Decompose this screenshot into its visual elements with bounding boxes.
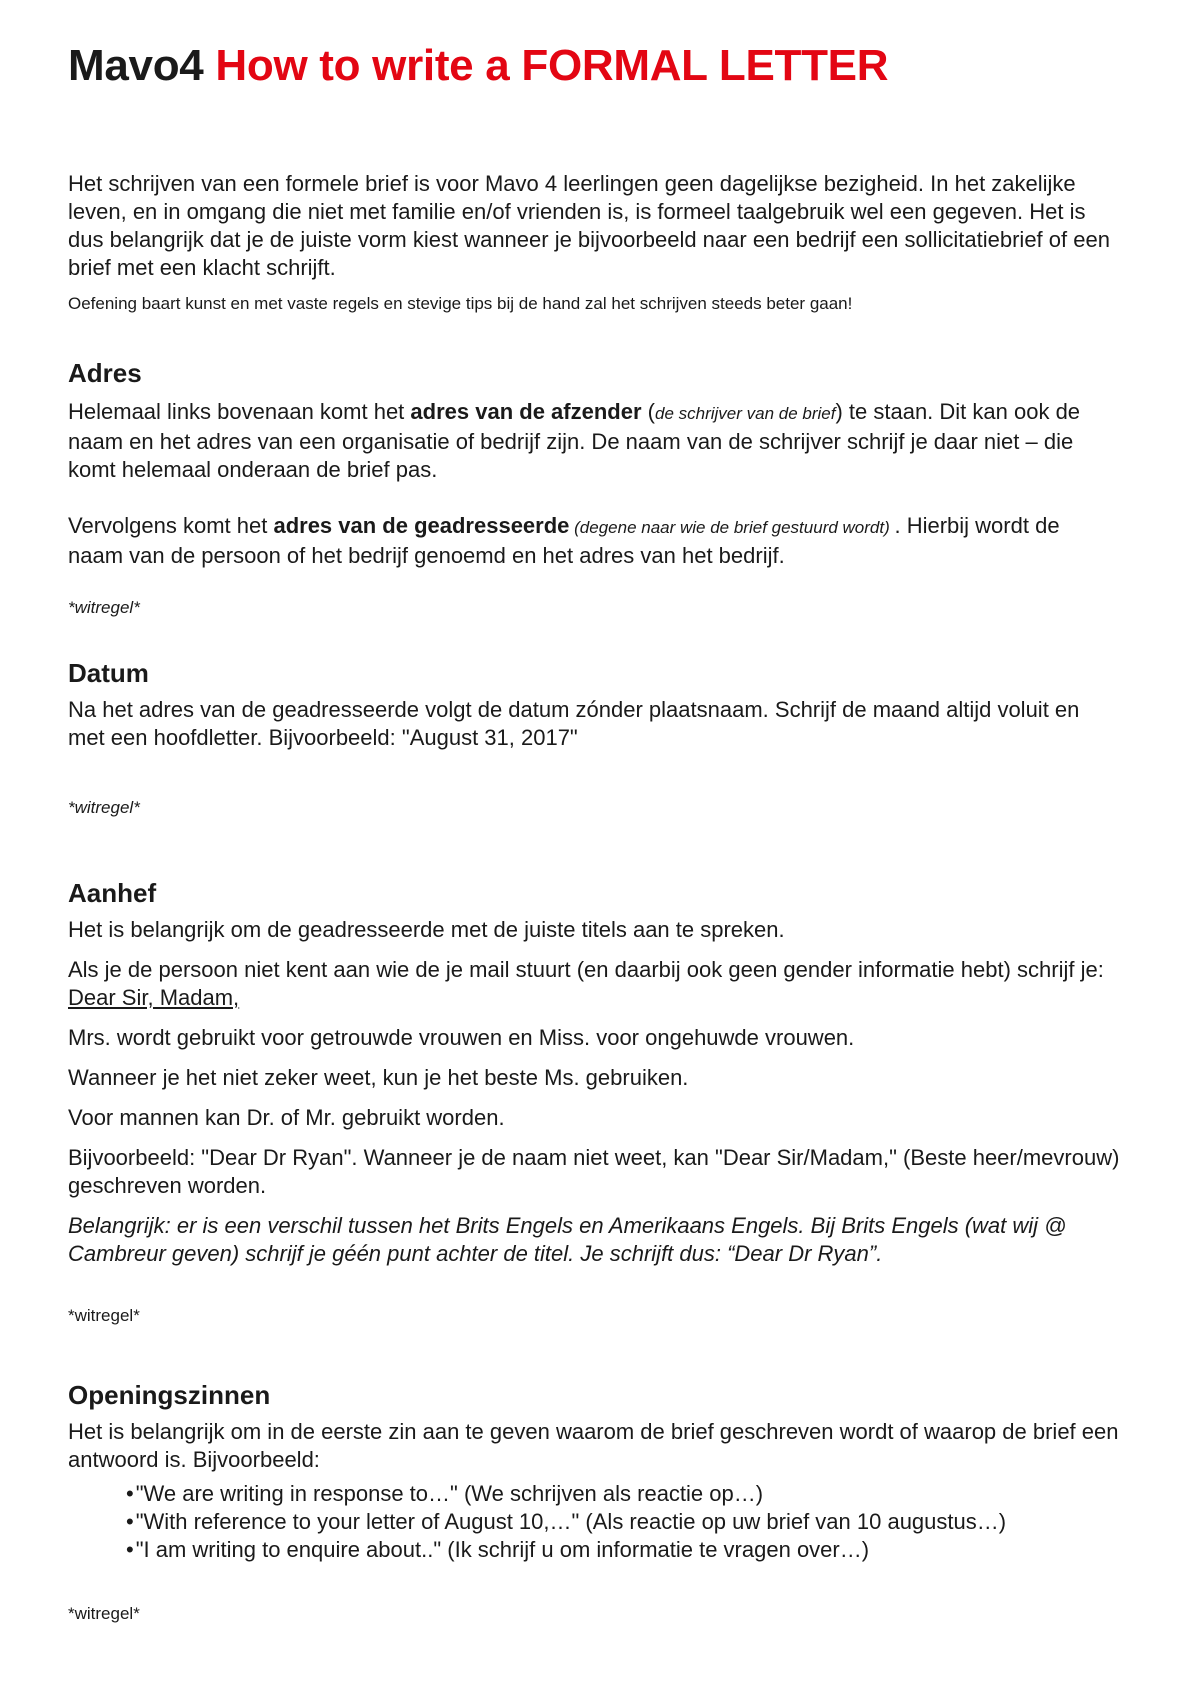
witregel-adres: *witregel* [68, 598, 140, 617]
intro-note: Oefening baart kunst en met vaste regels en stevige tips bij de hand zal het schrijven steeds beter gaan! [68, 294, 853, 313]
section-adres [68, 356, 1120, 620]
section-heading-datum: Datum [68, 658, 149, 688]
aanhef-paragraph-1: Het is belangrijk om de geadresseerde met de juiste titels aan te spreken. [68, 917, 785, 942]
witregel-datum: *witregel* [68, 798, 140, 817]
adres-paragraph-1: Helemaal links bovenaan komt het adres van de afzender (de schrijver van de brief) te staan. Dit kan ook de naam en het adres van een organisatie of bedrijf zijn. De naam van de schrijver schrijf je daar niet – die komt helemaal onderaan de brief pas. [68, 399, 1081, 482]
aanhef-important-note: Belangrijk: er is een verschil tussen het Brits Engels en Amerikaans Engels. Bij Brits Engels (wat wij @ Cambreur geven) schrijf je géén punt achter de titel. Je schrijft dus: “Dear Dr Ryan”. [68, 1213, 1067, 1266]
aanhef-paragraph-3: Mrs. wordt gebruikt voor getrouwde vrouwen en Miss. voor ongehuwde vrouwen. [68, 1025, 855, 1050]
section-heading-adres: Adres [68, 358, 142, 388]
page-title [68, 38, 1120, 94]
adres-paragraph-2: Vervolgens komt het adres van de geadresseerde (degene naar wie de brief gestuurd wordt) . Hierbij wordt de naam van de persoon of het bedrijf genoemd en het adres van het bedrijf. [68, 513, 1060, 568]
intro-section [68, 170, 1120, 316]
datum-paragraph: Na het adres van de geadresseerde volgt de datum zónder plaatsnaam. Schrijf de maand altijd voluit en met een hoofdletter. Bijvoorbeeld: "August 31, 2017" [68, 697, 1080, 750]
section-aanhef [68, 876, 1120, 1328]
aanhef-paragraph-4: Wanneer je het niet zeker weet, kun je het beste Ms. gebruiken. [68, 1065, 689, 1090]
openingszinnen-paragraph: Het is belangrijk om in de eerste zin aan te geven waarom de brief geschreven wordt of waarop de brief een antwoord is. Bijvoorbeeld: [68, 1419, 1119, 1472]
title-main: How to write a FORMAL LETTER [215, 41, 889, 90]
witregel-openingszinnen: *witregel* [68, 1604, 140, 1623]
section-heading-aanhef: Aanhef [68, 878, 157, 908]
section-datum [68, 656, 1120, 820]
example-list [68, 1480, 1120, 1564]
witregel-aanhef: *witregel* [68, 1306, 140, 1325]
list-item: • "I am writing to enquire about.." (Ik schrijf u om informatie te vragen over…) [126, 1536, 1120, 1564]
section-openingszinnen [68, 1378, 1120, 1626]
aanhef-paragraph-5: Voor mannen kan Dr. of Mr. gebruikt worden. [68, 1105, 505, 1130]
title-prefix: Mavo4 [68, 41, 204, 90]
list-item: • "With reference to your letter of August 10,…" (Als reactie op uw brief van 10 augustus…) [126, 1508, 1120, 1536]
aanhef-paragraph-6: Bijvoorbeeld: "Dear Dr Ryan". Wanneer je de naam niet weet, kan "Dear Sir/Madam," (Beste heer/mevrouw) geschreven worden. [68, 1145, 1120, 1198]
intro-paragraph: Het schrijven van een formele brief is voor Mavo 4 leerlingen geen dagelijkse bezigheid. In het zakelijke leven, en in omgang die niet met familie en/of vrienden is, is formeel taalgebruik wel een gegeven. Het is dus belangrijk dat je de juiste vorm kiest wanneer je bijvoorbeeld naar een bedrijf een sollicitatiebrief of een brief met een klacht schrijft. [68, 171, 1110, 280]
section-heading-openingszinnen: Openingszinnen [68, 1380, 271, 1410]
aanhef-paragraph-2: Als je de persoon niet kent aan wie de je mail stuurt (en daarbij ook geen gender informatie hebt) schrijf je: Dear Sir, Madam, [68, 957, 1104, 1010]
list-item: • "We are writing in response to…" (We schrijven als reactie op…) [126, 1480, 1120, 1508]
